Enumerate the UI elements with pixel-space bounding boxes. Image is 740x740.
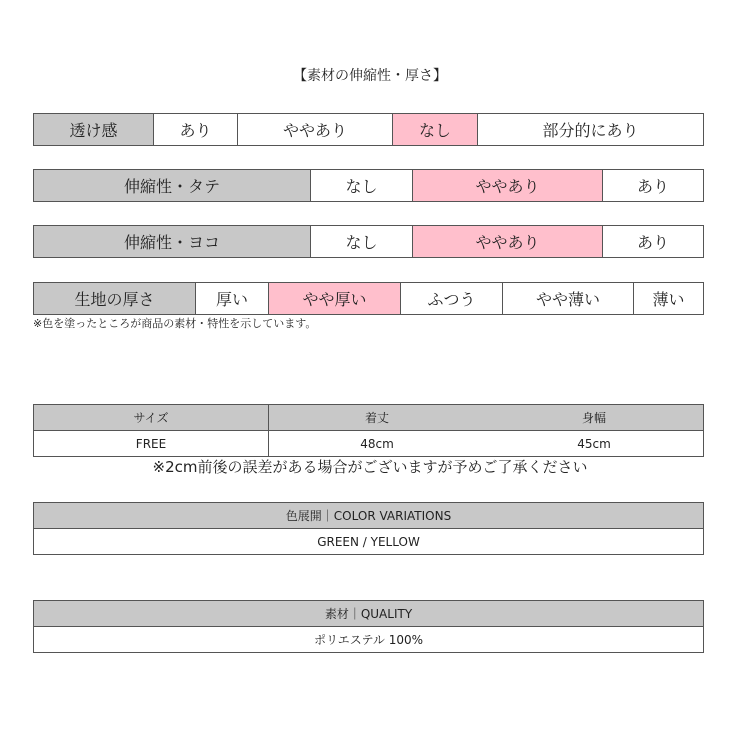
attribute-label: 伸縮性・タテ	[34, 170, 310, 201]
attribute-option-selected: ややあり	[412, 226, 602, 257]
material-header: 素材｜QUALITY	[34, 601, 703, 627]
attribute-label: 生地の厚さ	[34, 283, 195, 314]
attribute-option: あり	[602, 226, 703, 257]
size-table	[33, 404, 704, 457]
material-box	[33, 600, 704, 653]
table-cell: 45cm	[577, 436, 611, 451]
size-note: ※2cm前後の誤差がある場合がございますが予めご了承ください	[152, 458, 588, 476]
size-table-header	[34, 405, 703, 430]
attribute-option: ふつう	[400, 283, 502, 314]
color-variations-header: 色展開｜COLOR VARIATIONS	[34, 503, 703, 529]
attribute-option: 厚い	[195, 283, 268, 314]
attribute-option: やや薄い	[502, 283, 633, 314]
table-row	[34, 430, 703, 456]
attribute-row-thickness	[33, 282, 704, 315]
attribute-label: 伸縮性・ヨコ	[34, 226, 310, 257]
attribute-option: なし	[310, 226, 412, 257]
attribute-option: あり	[602, 170, 703, 201]
attribute-option: ややあり	[237, 114, 392, 145]
attribute-option-selected: なし	[392, 114, 477, 145]
attribute-option: 部分的にあり	[477, 114, 703, 145]
color-variations-value: GREEN / YELLOW	[317, 534, 420, 549]
attribute-option: なし	[310, 170, 412, 201]
attribute-option-selected: やや厚い	[268, 283, 400, 314]
attribute-option-selected: ややあり	[412, 170, 602, 201]
material-value: ポリエステル 100%	[313, 633, 424, 647]
color-variations-box	[33, 502, 704, 555]
attribute-option: 薄い	[633, 283, 703, 314]
table-cell: FREE	[34, 431, 269, 456]
attribute-row-stretch-vertical	[33, 169, 704, 202]
header-cell: サイズ	[34, 405, 269, 430]
header-cell: 着丈	[364, 411, 389, 425]
table-cell: 48cm	[360, 436, 394, 451]
section-title: 【素材の伸縮性・厚さ】	[293, 68, 447, 84]
attributes-note: ※色を塗ったところが商品の素材・特性を示しています。	[33, 317, 317, 330]
attribute-option: あり	[153, 114, 237, 145]
attribute-row-sheerness	[33, 113, 704, 146]
attribute-label: 透け感	[34, 114, 153, 145]
attribute-row-stretch-horizontal	[33, 225, 704, 258]
header-cell: 身幅	[581, 411, 606, 425]
